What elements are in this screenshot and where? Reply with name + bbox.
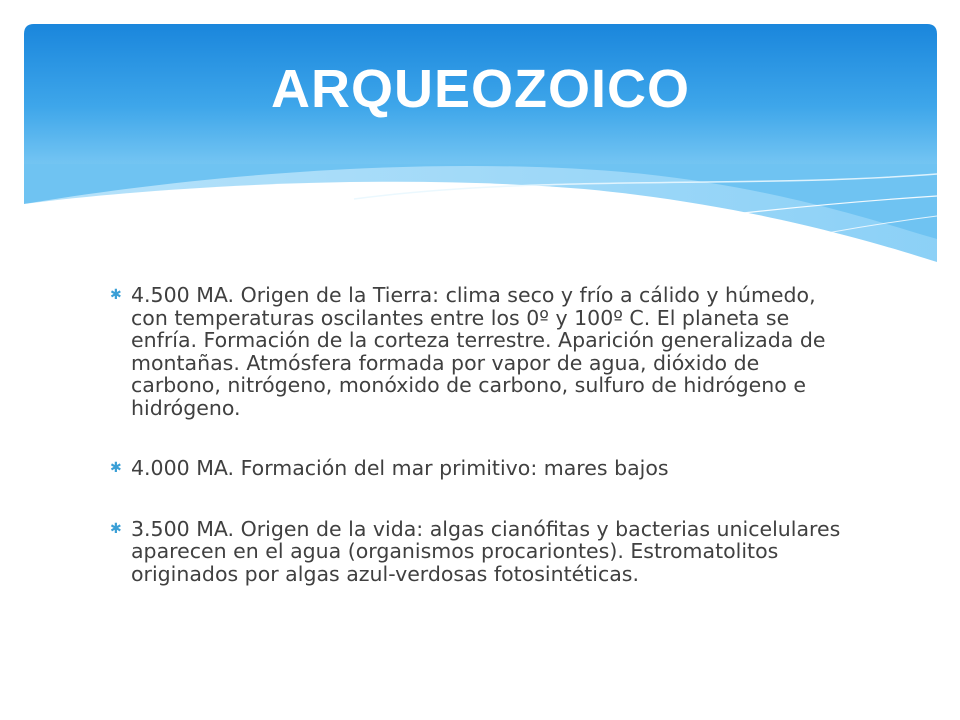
asterisk-bullet-icon: ✱ xyxy=(110,287,122,303)
bullet-text: 4.500 MA. Origen de la Tierra: clima seco y frío a cálido y húmedo, con temperaturas oscilantes entre los 0º y 100º C. El planeta se enfría. Formación de la corteza terrestre. Aparición generalizada de montañas. Atmósfera formada por vapor de agua, dióxido de carbono, nitrógeno, monóxido de carbono, sulfuro de hidrógeno e hidrógeno. xyxy=(131,283,826,420)
bullet-text: 4.000 MA. Formación del mar primitivo: mares bajos xyxy=(131,456,669,480)
bullet-list xyxy=(110,284,850,623)
bullet-text: 3.500 MA. Origen de la vida: algas cianófitas y bacterias unicelulares aparecen en el agua (organismos procariontes). Estromatolitos originados por algas azul-verdosas fotosintéticas. xyxy=(131,516,841,586)
slide-title: ARQUEOZOICO xyxy=(270,59,690,119)
list-item xyxy=(110,284,850,419)
asterisk-bullet-icon: ✱ xyxy=(110,460,122,476)
asterisk-bullet-icon: ✱ xyxy=(110,520,122,537)
list-item xyxy=(110,518,850,586)
list-item xyxy=(110,457,850,480)
